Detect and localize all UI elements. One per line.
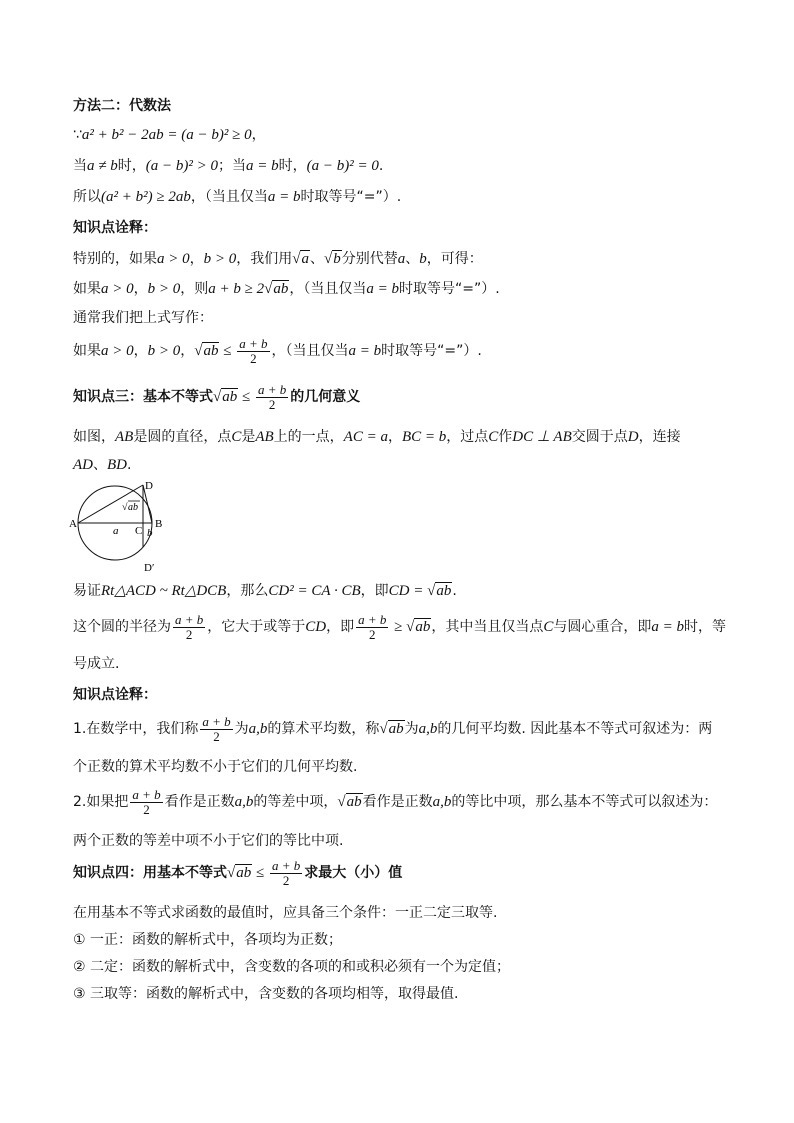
method2-line3 bbox=[73, 187, 401, 207]
text: 时，等 bbox=[684, 619, 727, 635]
label-sqrt-sign: √ bbox=[122, 502, 128, 513]
text: 求最大（小）值 bbox=[304, 865, 403, 881]
fraction bbox=[256, 383, 288, 412]
text: 是圆的直径，点 bbox=[133, 429, 232, 445]
radicand: ab bbox=[203, 343, 219, 359]
label-C: C bbox=[135, 525, 143, 537]
method2-line1 bbox=[73, 125, 266, 145]
text: 为 bbox=[234, 721, 249, 737]
text: ，即 bbox=[360, 583, 389, 599]
fraction bbox=[356, 613, 388, 642]
fraction bbox=[200, 715, 232, 744]
text: ， bbox=[387, 429, 402, 445]
denominator: 2 bbox=[250, 350, 257, 366]
math-expr: DC ⊥ AB bbox=[512, 429, 572, 445]
text: 与圆心重合，即 bbox=[553, 619, 652, 635]
numerator: a + b bbox=[132, 786, 161, 802]
math-expr: b bbox=[419, 251, 427, 267]
text: 时取等号“=”）. bbox=[300, 189, 402, 205]
label-D: D bbox=[145, 480, 153, 492]
method2-line2 bbox=[73, 156, 383, 176]
math-expr: b > 0 bbox=[147, 281, 181, 297]
radicand: a bbox=[301, 251, 309, 267]
explain1-line4 bbox=[73, 336, 482, 366]
text: 所以 bbox=[73, 189, 101, 205]
radicand: ab bbox=[222, 389, 238, 405]
text: . bbox=[452, 583, 457, 599]
because-symbol: ∵ bbox=[73, 127, 82, 143]
text: ， bbox=[251, 127, 266, 143]
text: 特别的，如果 bbox=[73, 251, 157, 267]
math-expr: BD bbox=[107, 457, 127, 473]
math-expr: CD² = CA · CB bbox=[268, 583, 361, 599]
sqrt-expr: √ab bbox=[427, 583, 452, 599]
item-marker: ② bbox=[73, 959, 86, 975]
text: ， bbox=[180, 343, 195, 359]
text: 这个圆的半径为 bbox=[73, 619, 171, 635]
text: 的等比中项，那么基本不等式可以叙述为： bbox=[451, 794, 718, 810]
math-expr: C bbox=[488, 429, 499, 445]
fraction bbox=[173, 613, 205, 642]
sqrt-expr: √ab bbox=[194, 343, 219, 359]
text: 时， bbox=[278, 158, 307, 174]
text: 如图， bbox=[73, 429, 115, 445]
kp3-heading bbox=[73, 382, 360, 412]
math-expr: a = b bbox=[366, 281, 399, 297]
math-expr: a > 0 bbox=[101, 281, 134, 297]
math-expr: C bbox=[231, 429, 242, 445]
text: 看作是正数 bbox=[362, 794, 433, 810]
text: ，我们用 bbox=[236, 251, 293, 267]
radicand: ab bbox=[436, 583, 452, 599]
denominator: 2 bbox=[369, 626, 376, 642]
explain1-line1 bbox=[73, 249, 483, 269]
kp4-item-1 bbox=[73, 930, 342, 950]
radicand: ab bbox=[415, 619, 431, 635]
text: ，可得： bbox=[426, 251, 483, 267]
radicand: ab bbox=[346, 794, 362, 810]
math-expr: a = b bbox=[651, 619, 685, 635]
denominator: 2 bbox=[282, 872, 290, 888]
math-expr: b > 0 bbox=[203, 251, 237, 267]
explain2-line3 bbox=[73, 787, 717, 817]
text: 的几何平均数. 因此基本不等式可叙述为：两 bbox=[437, 721, 713, 737]
label-A: A bbox=[69, 518, 77, 530]
explain2-line1 bbox=[73, 714, 712, 744]
text: ， bbox=[133, 343, 148, 359]
numerator: a + b bbox=[257, 381, 287, 397]
text: 作 bbox=[498, 429, 513, 445]
text: 如果 bbox=[73, 281, 101, 297]
text: 知识点四：用基本不等式 bbox=[73, 865, 227, 881]
text: 时， bbox=[117, 158, 146, 174]
text: 上的一点， bbox=[273, 429, 344, 445]
method2-heading: 方法二：代数法 bbox=[73, 98, 171, 114]
text: 交圆于点 bbox=[571, 429, 628, 445]
text: 1.在数学中，我们称 bbox=[73, 721, 199, 737]
denominator: 2 bbox=[268, 396, 276, 412]
text: 的算术平均数，称 bbox=[267, 721, 380, 737]
math-expr: (a − b)² > 0 bbox=[145, 158, 218, 174]
explain1-line3: 通常我们把上式写作： bbox=[73, 310, 213, 326]
kp4-heading bbox=[73, 858, 402, 888]
text: ，连接 bbox=[638, 429, 681, 445]
radicand: ab bbox=[273, 281, 289, 297]
kp4-intro: 在用基本不等式求函数的最值时，应具备三个条件：一正二定三取等. bbox=[73, 905, 498, 921]
text: ；当 bbox=[217, 158, 246, 174]
text: 当 bbox=[73, 158, 87, 174]
label-B: B bbox=[155, 518, 163, 530]
text: 时取等号“=”）. bbox=[398, 281, 500, 297]
text: ，（当且仅当 bbox=[190, 189, 268, 205]
math-expr: D bbox=[627, 429, 639, 445]
label-sqrt-ab: ab bbox=[128, 502, 138, 513]
math-expr: a ≠ b bbox=[87, 158, 118, 174]
sqrt-expr: √ab bbox=[406, 619, 431, 635]
item-text: 三取等：函数的解析式中，含变数的各项均相等，取得最值. bbox=[85, 986, 459, 1002]
math-expr: AC = a bbox=[343, 429, 388, 445]
kp4-item-2 bbox=[73, 957, 510, 977]
item-marker: ③ bbox=[73, 986, 86, 1002]
explain2-line2: 个正数的算术平均数不小于它们的几何平均数. bbox=[73, 759, 358, 775]
label-a: a bbox=[113, 525, 119, 537]
text: 知识点三：基本不等式 bbox=[73, 389, 213, 405]
radicand: ab bbox=[236, 865, 252, 881]
le-symbol: ≤ bbox=[219, 343, 236, 359]
text: 分别代替 bbox=[341, 251, 398, 267]
circle-figure bbox=[68, 476, 178, 576]
fraction bbox=[130, 788, 162, 817]
math-expr: (a² + b²) ≥ 2ab bbox=[101, 189, 191, 205]
numerator: a + b bbox=[175, 611, 204, 627]
text: 、 bbox=[93, 457, 107, 473]
math-expr: AB bbox=[115, 429, 134, 445]
numerator: a + b bbox=[358, 611, 387, 627]
text: 为 bbox=[404, 721, 419, 737]
math-expr: a,b bbox=[418, 721, 438, 737]
item-text: 二定：函数的解析式中，含变数的各项的和或积必须有一个为定值； bbox=[85, 959, 511, 975]
label-b: b bbox=[147, 527, 153, 539]
math-expr: BC = b bbox=[401, 429, 447, 445]
label-D-prime: D′ bbox=[144, 562, 155, 574]
sqrt-expr: √ab bbox=[213, 389, 238, 405]
math-expr: (a − b)² = 0 bbox=[306, 158, 379, 174]
text: 看作是正数 bbox=[164, 794, 235, 810]
kp4-item-3 bbox=[73, 984, 458, 1004]
math-expr: a bbox=[397, 251, 406, 267]
math-expr: a,b bbox=[234, 794, 254, 810]
sqrt-expr: √ab bbox=[379, 721, 404, 737]
denominator: 2 bbox=[213, 728, 220, 744]
text: ，它大于或等于 bbox=[207, 619, 306, 635]
math-expr: a² + b² − 2ab = (a − b)² ≥ 0 bbox=[81, 127, 252, 143]
math-expr: Rt△ACD ~ Rt△DCB bbox=[101, 583, 227, 599]
fraction bbox=[237, 337, 269, 366]
explain1-line2 bbox=[73, 279, 500, 299]
math-expr: a > 0 bbox=[157, 251, 190, 267]
text: 如果 bbox=[73, 343, 101, 359]
numerator: a + b bbox=[202, 713, 231, 729]
text: 2.如果把 bbox=[73, 794, 129, 810]
math-expr: a = b bbox=[348, 343, 382, 359]
math-expr: a + b ≥ 2 bbox=[208, 281, 265, 297]
text: ，则 bbox=[180, 281, 209, 297]
text: 时取等号“=”）. bbox=[381, 343, 482, 359]
kp3-para1 bbox=[73, 427, 681, 447]
math-expr: b > 0 bbox=[147, 343, 181, 359]
kp3-para4 bbox=[73, 612, 726, 642]
math-expr: C bbox=[543, 619, 554, 635]
item-marker: ① bbox=[73, 932, 86, 948]
radicand: ab bbox=[388, 721, 404, 737]
kp3-para3 bbox=[73, 581, 457, 601]
math-expr: a > 0 bbox=[101, 343, 134, 359]
math-expr: CD bbox=[305, 619, 327, 635]
text: ，（当且仅当 bbox=[271, 343, 349, 359]
sqrt-expr: √b bbox=[323, 251, 341, 267]
denominator: 2 bbox=[185, 626, 193, 642]
text: . bbox=[127, 457, 132, 473]
text: ，即 bbox=[326, 619, 355, 635]
math-expr: a,b bbox=[248, 721, 268, 737]
math-expr: AB bbox=[255, 429, 274, 445]
numerator: a + b bbox=[239, 335, 268, 351]
text: ， bbox=[133, 281, 148, 297]
text: ， bbox=[189, 251, 204, 267]
text: ，过点 bbox=[446, 429, 489, 445]
le-symbol: ≤ bbox=[252, 865, 268, 881]
text: 、 bbox=[309, 251, 324, 267]
explain1-heading: 知识点诠释： bbox=[73, 220, 157, 236]
text: ，（当且仅当 bbox=[289, 281, 367, 297]
text: ，其中当且仅当点 bbox=[431, 619, 544, 635]
text: ，那么 bbox=[226, 583, 269, 599]
text: . bbox=[378, 158, 384, 174]
radicand: b bbox=[333, 251, 341, 267]
explain2-heading: 知识点诠释： bbox=[73, 687, 157, 703]
fraction bbox=[270, 859, 302, 888]
ge-symbol: ≥ bbox=[390, 619, 407, 635]
item-text: 一正：函数的解析式中，各项均为正数； bbox=[85, 932, 343, 948]
sqrt-expr: √ab bbox=[227, 865, 252, 881]
sqrt-expr: √a bbox=[292, 251, 309, 267]
kp3-para5: 号成立. bbox=[73, 656, 120, 672]
math-expr: CD = bbox=[388, 583, 428, 599]
explain2-line4: 两个正数的等差中项不小于它们的等比中项. bbox=[73, 833, 344, 849]
text: 、 bbox=[405, 251, 420, 267]
denominator: 2 bbox=[143, 801, 150, 817]
kp3-para2 bbox=[73, 455, 131, 475]
sqrt-expr: √ab bbox=[337, 794, 362, 810]
text: 易证 bbox=[73, 583, 101, 599]
text: 是 bbox=[241, 429, 256, 445]
le-symbol: ≤ bbox=[238, 389, 254, 405]
sqrt-expr: √ab bbox=[264, 281, 289, 297]
math-expr: a = b bbox=[267, 189, 301, 205]
math-expr: a = b bbox=[245, 158, 279, 174]
text: 的等差中项， bbox=[253, 794, 338, 810]
math-expr: a,b bbox=[432, 794, 452, 810]
text: 的几何意义 bbox=[290, 389, 361, 405]
math-expr: AD bbox=[73, 457, 93, 473]
numerator: a + b bbox=[271, 857, 301, 873]
